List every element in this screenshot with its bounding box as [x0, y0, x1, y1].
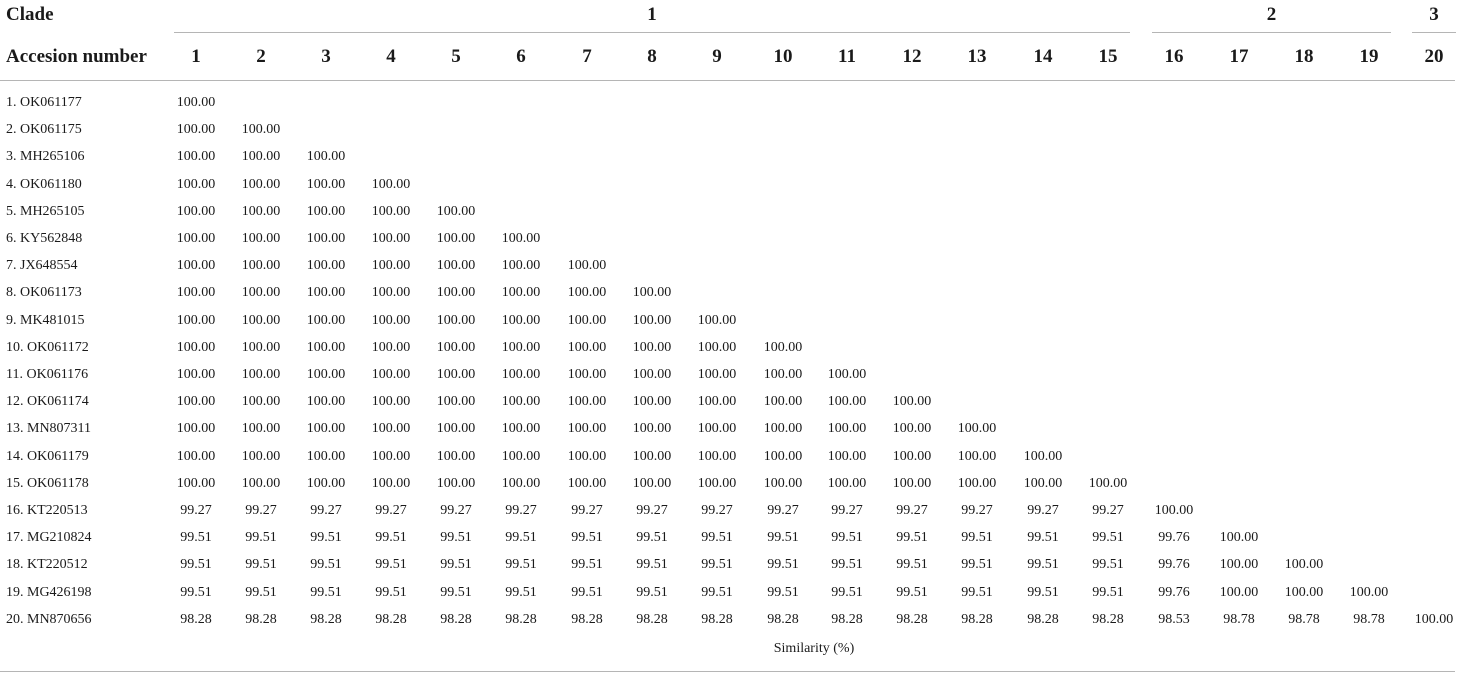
column-header: 15 — [1098, 46, 1118, 67]
similarity-cell: 98.28 — [961, 612, 993, 627]
similarity-cell: 99.51 — [896, 557, 928, 572]
similarity-cell: 100.00 — [306, 340, 346, 355]
similarity-cell: 98.28 — [831, 612, 863, 627]
similarity-cell: 100.00 — [567, 394, 607, 409]
clade-label: 2 — [1266, 4, 1277, 25]
similarity-cell: 100.00 — [241, 149, 281, 164]
clade-header: Clade — [6, 4, 54, 25]
similarity-cell: 100.00 — [176, 340, 216, 355]
similarity-cell: 100.00 — [763, 476, 803, 491]
similarity-cell: 100.00 — [176, 421, 216, 436]
similarity-cell: 100.00 — [176, 204, 216, 219]
similarity-cell: 100.00 — [827, 476, 867, 491]
column-header: 18 — [1294, 46, 1314, 67]
similarity-cell: 100.00 — [501, 367, 541, 382]
row-label: 12. OK061174 — [6, 394, 89, 409]
similarity-cell: 99.51 — [505, 557, 537, 572]
bottom-rule — [0, 671, 1455, 672]
similarity-cell: 100.00 — [436, 258, 476, 273]
similarity-cell: 100.00 — [1088, 476, 1128, 491]
similarity-cell: 100.00 — [567, 285, 607, 300]
row-label: 14. OK061179 — [6, 449, 89, 464]
similarity-cell: 100.00 — [957, 449, 997, 464]
similarity-cell: 100.00 — [697, 340, 737, 355]
similarity-cell: 100.00 — [241, 204, 281, 219]
similarity-cell: 100.00 — [436, 313, 476, 328]
similarity-cell: 100.00 — [1284, 557, 1324, 572]
row-label: 2. OK061175 — [6, 122, 82, 137]
similarity-cell: 100.00 — [241, 394, 281, 409]
similarity-cell: 100.00 — [763, 421, 803, 436]
similarity-cell: 100.00 — [371, 476, 411, 491]
similarity-cell: 99.51 — [440, 530, 472, 545]
similarity-cell: 100.00 — [1154, 503, 1194, 518]
similarity-cell: 99.76 — [1158, 585, 1190, 600]
row-label: 19. MG426198 — [6, 585, 92, 600]
similarity-cell: 100.00 — [892, 476, 932, 491]
similarity-cell: 100.00 — [1219, 530, 1259, 545]
row-label: 4. OK061180 — [6, 177, 82, 192]
similarity-cell: 100.00 — [763, 449, 803, 464]
similarity-cell: 100.00 — [697, 367, 737, 382]
similarity-cell: 100.00 — [306, 421, 346, 436]
similarity-cell: 99.27 — [1027, 503, 1059, 518]
similarity-cell: 99.27 — [310, 503, 342, 518]
similarity-cell: 100.00 — [176, 231, 216, 246]
similarity-cell: 99.27 — [571, 503, 603, 518]
similarity-cell: 100.00 — [241, 449, 281, 464]
similarity-cell: 100.00 — [241, 122, 281, 137]
similarity-cell: 99.51 — [180, 557, 212, 572]
accession-header: Accesion number — [6, 46, 147, 67]
similarity-cell: 100.00 — [306, 177, 346, 192]
similarity-cell: 100.00 — [501, 394, 541, 409]
similarity-cell: 100.00 — [306, 313, 346, 328]
similarity-cell: 99.51 — [1027, 557, 1059, 572]
similarity-cell: 99.51 — [1027, 530, 1059, 545]
similarity-cell: 99.51 — [961, 585, 993, 600]
similarity-cell: 100.00 — [697, 421, 737, 436]
column-header: 12 — [902, 46, 922, 67]
similarity-cell: 98.28 — [375, 612, 407, 627]
similarity-cell: 98.78 — [1223, 612, 1255, 627]
similarity-cell: 100.00 — [176, 122, 216, 137]
similarity-cell: 99.27 — [831, 503, 863, 518]
similarity-cell: 100.00 — [632, 476, 672, 491]
column-header: 19 — [1359, 46, 1379, 67]
similarity-cell: 100.00 — [501, 313, 541, 328]
similarity-cell: 100.00 — [371, 204, 411, 219]
column-header: 16 — [1164, 46, 1184, 67]
similarity-cell: 99.27 — [1092, 503, 1124, 518]
similarity-cell: 100.00 — [306, 285, 346, 300]
similarity-cell: 99.27 — [767, 503, 799, 518]
similarity-cell: 100.00 — [436, 476, 476, 491]
similarity-cell: 99.76 — [1158, 530, 1190, 545]
similarity-cell: 100.00 — [176, 313, 216, 328]
similarity-cell: 100.00 — [632, 394, 672, 409]
row-label: 15. OK061178 — [6, 476, 89, 491]
similarity-cell: 98.28 — [767, 612, 799, 627]
similarity-cell: 99.51 — [636, 585, 668, 600]
similarity-cell: 100.00 — [1219, 557, 1259, 572]
similarity-cell: 100.00 — [1349, 585, 1389, 600]
similarity-cell: 99.51 — [571, 530, 603, 545]
similarity-cell: 98.28 — [180, 612, 212, 627]
similarity-cell: 100.00 — [371, 340, 411, 355]
similarity-cell: 100.00 — [241, 258, 281, 273]
similarity-cell: 99.27 — [180, 503, 212, 518]
column-header: 13 — [967, 46, 987, 67]
similarity-cell: 100.00 — [827, 367, 867, 382]
similarity-cell: 99.51 — [440, 585, 472, 600]
similarity-cell: 100.00 — [241, 476, 281, 491]
column-header: 2 — [256, 46, 266, 67]
similarity-cell: 100.00 — [501, 476, 541, 491]
similarity-cell: 98.28 — [245, 612, 277, 627]
similarity-cell: 99.76 — [1158, 557, 1190, 572]
similarity-cell: 99.51 — [310, 530, 342, 545]
similarity-cell: 100.00 — [1023, 476, 1063, 491]
similarity-cell: 100.00 — [436, 449, 476, 464]
similarity-cell: 100.00 — [697, 313, 737, 328]
similarity-cell: 99.51 — [701, 530, 733, 545]
similarity-cell: 99.51 — [767, 557, 799, 572]
similarity-cell: 99.27 — [961, 503, 993, 518]
column-header: 8 — [647, 46, 657, 67]
similarity-cell: 99.51 — [310, 585, 342, 600]
similarity-cell: 100.00 — [567, 340, 607, 355]
similarity-cell: 98.53 — [1158, 612, 1190, 627]
similarity-cell: 99.51 — [701, 557, 733, 572]
similarity-cell: 99.51 — [831, 585, 863, 600]
similarity-caption: Similarity (%) — [773, 641, 855, 656]
similarity-cell: 100.00 — [371, 421, 411, 436]
similarity-cell: 100.00 — [763, 394, 803, 409]
similarity-cell: 100.00 — [306, 149, 346, 164]
similarity-cell: 99.51 — [505, 530, 537, 545]
similarity-cell: 100.00 — [501, 258, 541, 273]
similarity-cell: 100.00 — [371, 258, 411, 273]
similarity-cell: 100.00 — [892, 394, 932, 409]
similarity-cell: 100.00 — [632, 421, 672, 436]
similarity-cell: 98.28 — [1027, 612, 1059, 627]
similarity-cell: 99.51 — [701, 585, 733, 600]
similarity-cell: 99.51 — [1027, 585, 1059, 600]
similarity-cell: 100.00 — [501, 231, 541, 246]
column-header: 14 — [1033, 46, 1053, 67]
similarity-cell: 99.51 — [440, 557, 472, 572]
column-header: 10 — [773, 46, 793, 67]
similarity-cell: 98.28 — [1092, 612, 1124, 627]
similarity-cell: 100.00 — [567, 367, 607, 382]
similarity-cell: 99.51 — [180, 530, 212, 545]
similarity-cell: 100.00 — [371, 177, 411, 192]
similarity-cell: 100.00 — [241, 367, 281, 382]
similarity-cell: 98.28 — [310, 612, 342, 627]
column-header: 5 — [451, 46, 461, 67]
similarity-cell: 99.51 — [767, 530, 799, 545]
similarity-cell: 98.78 — [1288, 612, 1320, 627]
row-label: 6. KY562848 — [6, 231, 83, 246]
similarity-cell: 100.00 — [957, 421, 997, 436]
clade-label: 3 — [1429, 4, 1439, 25]
similarity-cell: 100.00 — [632, 340, 672, 355]
column-header: 17 — [1229, 46, 1249, 67]
similarity-cell: 100.00 — [501, 340, 541, 355]
similarity-cell: 99.51 — [636, 557, 668, 572]
similarity-cell: 99.27 — [440, 503, 472, 518]
similarity-cell: 99.51 — [636, 530, 668, 545]
row-label: 11. OK061176 — [6, 367, 89, 382]
similarity-cell: 100.00 — [306, 476, 346, 491]
similarity-cell: 100.00 — [371, 394, 411, 409]
column-header: 4 — [386, 46, 396, 67]
similarity-cell: 99.51 — [375, 530, 407, 545]
similarity-cell: 100.00 — [827, 394, 867, 409]
similarity-cell: 99.51 — [245, 557, 277, 572]
similarity-cell: 99.51 — [505, 585, 537, 600]
column-header: 9 — [712, 46, 722, 67]
similarity-cell: 100.00 — [567, 476, 607, 491]
row-label: 7. JX648554 — [6, 258, 78, 273]
header-rule — [0, 80, 1455, 81]
similarity-cell: 98.28 — [701, 612, 733, 627]
similarity-cell: 100.00 — [567, 313, 607, 328]
similarity-cell: 99.27 — [505, 503, 537, 518]
similarity-cell: 100.00 — [241, 313, 281, 328]
column-header: 7 — [582, 46, 592, 67]
similarity-cell: 100.00 — [1284, 585, 1324, 600]
similarity-cell: 99.51 — [831, 530, 863, 545]
row-label: 1. OK061177 — [6, 95, 82, 110]
similarity-cell: 100.00 — [567, 449, 607, 464]
column-header: 3 — [321, 46, 331, 67]
similarity-cell: 100.00 — [371, 367, 411, 382]
similarity-cell: 99.51 — [310, 557, 342, 572]
similarity-cell: 99.51 — [896, 530, 928, 545]
similarity-cell: 100.00 — [176, 476, 216, 491]
similarity-cell: 99.51 — [961, 557, 993, 572]
similarity-cell: 100.00 — [306, 394, 346, 409]
column-header: 20 — [1424, 46, 1444, 67]
similarity-cell: 100.00 — [176, 258, 216, 273]
similarity-cell: 100.00 — [241, 421, 281, 436]
similarity-cell: 99.51 — [375, 557, 407, 572]
similarity-cell: 100.00 — [176, 177, 216, 192]
similarity-cell: 100.00 — [1023, 449, 1063, 464]
similarity-cell: 99.51 — [375, 585, 407, 600]
row-label: 20. MN870656 — [6, 612, 92, 627]
similarity-cell: 100.00 — [176, 449, 216, 464]
similarity-cell: 99.51 — [180, 585, 212, 600]
similarity-cell: 100.00 — [371, 313, 411, 328]
similarity-cell: 100.00 — [567, 258, 607, 273]
similarity-cell: 100.00 — [241, 285, 281, 300]
row-label: 16. KT220513 — [6, 503, 88, 518]
similarity-cell: 100.00 — [827, 421, 867, 436]
similarity-cell: 100.00 — [1414, 612, 1454, 627]
similarity-cell: 100.00 — [436, 394, 476, 409]
row-label: 5. MH265105 — [6, 204, 85, 219]
similarity-cell: 100.00 — [436, 367, 476, 382]
similarity-cell: 100.00 — [176, 285, 216, 300]
similarity-cell: 100.00 — [436, 204, 476, 219]
similarity-cell: 100.00 — [501, 449, 541, 464]
similarity-cell: 100.00 — [306, 204, 346, 219]
column-header: 6 — [516, 46, 526, 67]
clade-label: 1 — [647, 4, 657, 25]
similarity-cell: 100.00 — [436, 285, 476, 300]
row-label: 3. MH265106 — [6, 149, 85, 164]
similarity-cell: 100.00 — [892, 421, 932, 436]
similarity-cell: 99.27 — [636, 503, 668, 518]
similarity-cell: 99.51 — [571, 585, 603, 600]
similarity-cell: 100.00 — [436, 340, 476, 355]
similarity-cell: 99.51 — [961, 530, 993, 545]
similarity-cell: 100.00 — [241, 231, 281, 246]
similarity-cell: 100.00 — [501, 421, 541, 436]
similarity-cell: 100.00 — [306, 367, 346, 382]
similarity-cell: 100.00 — [632, 449, 672, 464]
row-label: 17. MG210824 — [6, 530, 92, 545]
similarity-cell: 100.00 — [1219, 585, 1259, 600]
similarity-cell: 98.28 — [505, 612, 537, 627]
clade-rule — [174, 32, 1130, 33]
similarity-cell: 98.28 — [636, 612, 668, 627]
similarity-cell: 100.00 — [176, 394, 216, 409]
similarity-cell: 100.00 — [957, 476, 997, 491]
similarity-cell: 100.00 — [306, 258, 346, 273]
similarity-cell: 98.28 — [571, 612, 603, 627]
similarity-cell: 99.51 — [831, 557, 863, 572]
similarity-cell: 100.00 — [436, 421, 476, 436]
similarity-cell: 99.51 — [767, 585, 799, 600]
similarity-cell: 98.78 — [1353, 612, 1385, 627]
row-label: 18. KT220512 — [6, 557, 88, 572]
similarity-cell: 99.51 — [896, 585, 928, 600]
column-header: 1 — [191, 46, 201, 67]
similarity-cell: 100.00 — [697, 394, 737, 409]
similarity-cell: 100.00 — [306, 449, 346, 464]
similarity-cell: 98.28 — [440, 612, 472, 627]
column-header: 11 — [838, 46, 856, 67]
similarity-cell: 100.00 — [241, 340, 281, 355]
similarity-cell: 100.00 — [763, 340, 803, 355]
similarity-cell: 100.00 — [501, 285, 541, 300]
similarity-cell: 99.51 — [1092, 585, 1124, 600]
similarity-cell: 99.51 — [245, 530, 277, 545]
similarity-cell: 100.00 — [176, 149, 216, 164]
similarity-cell: 99.51 — [245, 585, 277, 600]
similarity-cell: 100.00 — [827, 449, 867, 464]
similarity-cell: 100.00 — [567, 421, 607, 436]
similarity-cell: 100.00 — [176, 367, 216, 382]
similarity-cell: 100.00 — [436, 231, 476, 246]
similarity-cell: 100.00 — [763, 367, 803, 382]
table-footer — [0, 641, 1460, 657]
similarity-cell: 100.00 — [371, 285, 411, 300]
clade-rule — [1412, 32, 1456, 33]
similarity-cell: 100.00 — [697, 476, 737, 491]
similarity-cell: 100.00 — [632, 367, 672, 382]
similarity-cell: 100.00 — [241, 177, 281, 192]
row-label: 13. MN807311 — [6, 421, 92, 436]
similarity-cell: 99.51 — [571, 557, 603, 572]
similarity-cell: 100.00 — [892, 449, 932, 464]
similarity-cell: 100.00 — [371, 449, 411, 464]
row-label: 10. OK061172 — [6, 340, 89, 355]
similarity-cell: 100.00 — [371, 231, 411, 246]
similarity-cell: 100.00 — [176, 95, 216, 110]
similarity-cell: 100.00 — [306, 231, 346, 246]
row-label: 9. MK481015 — [6, 313, 85, 328]
similarity-cell: 99.51 — [1092, 530, 1124, 545]
similarity-cell: 100.00 — [632, 285, 672, 300]
similarity-cell: 100.00 — [697, 449, 737, 464]
similarity-cell: 99.27 — [896, 503, 928, 518]
similarity-cell: 98.28 — [896, 612, 928, 627]
similarity-cell: 99.51 — [1092, 557, 1124, 572]
row-label: 8. OK061173 — [6, 285, 82, 300]
similarity-cell: 99.27 — [245, 503, 277, 518]
similarity-cell: 99.27 — [701, 503, 733, 518]
similarity-cell: 99.27 — [375, 503, 407, 518]
clade-rule — [1152, 32, 1391, 33]
similarity-cell: 100.00 — [632, 313, 672, 328]
